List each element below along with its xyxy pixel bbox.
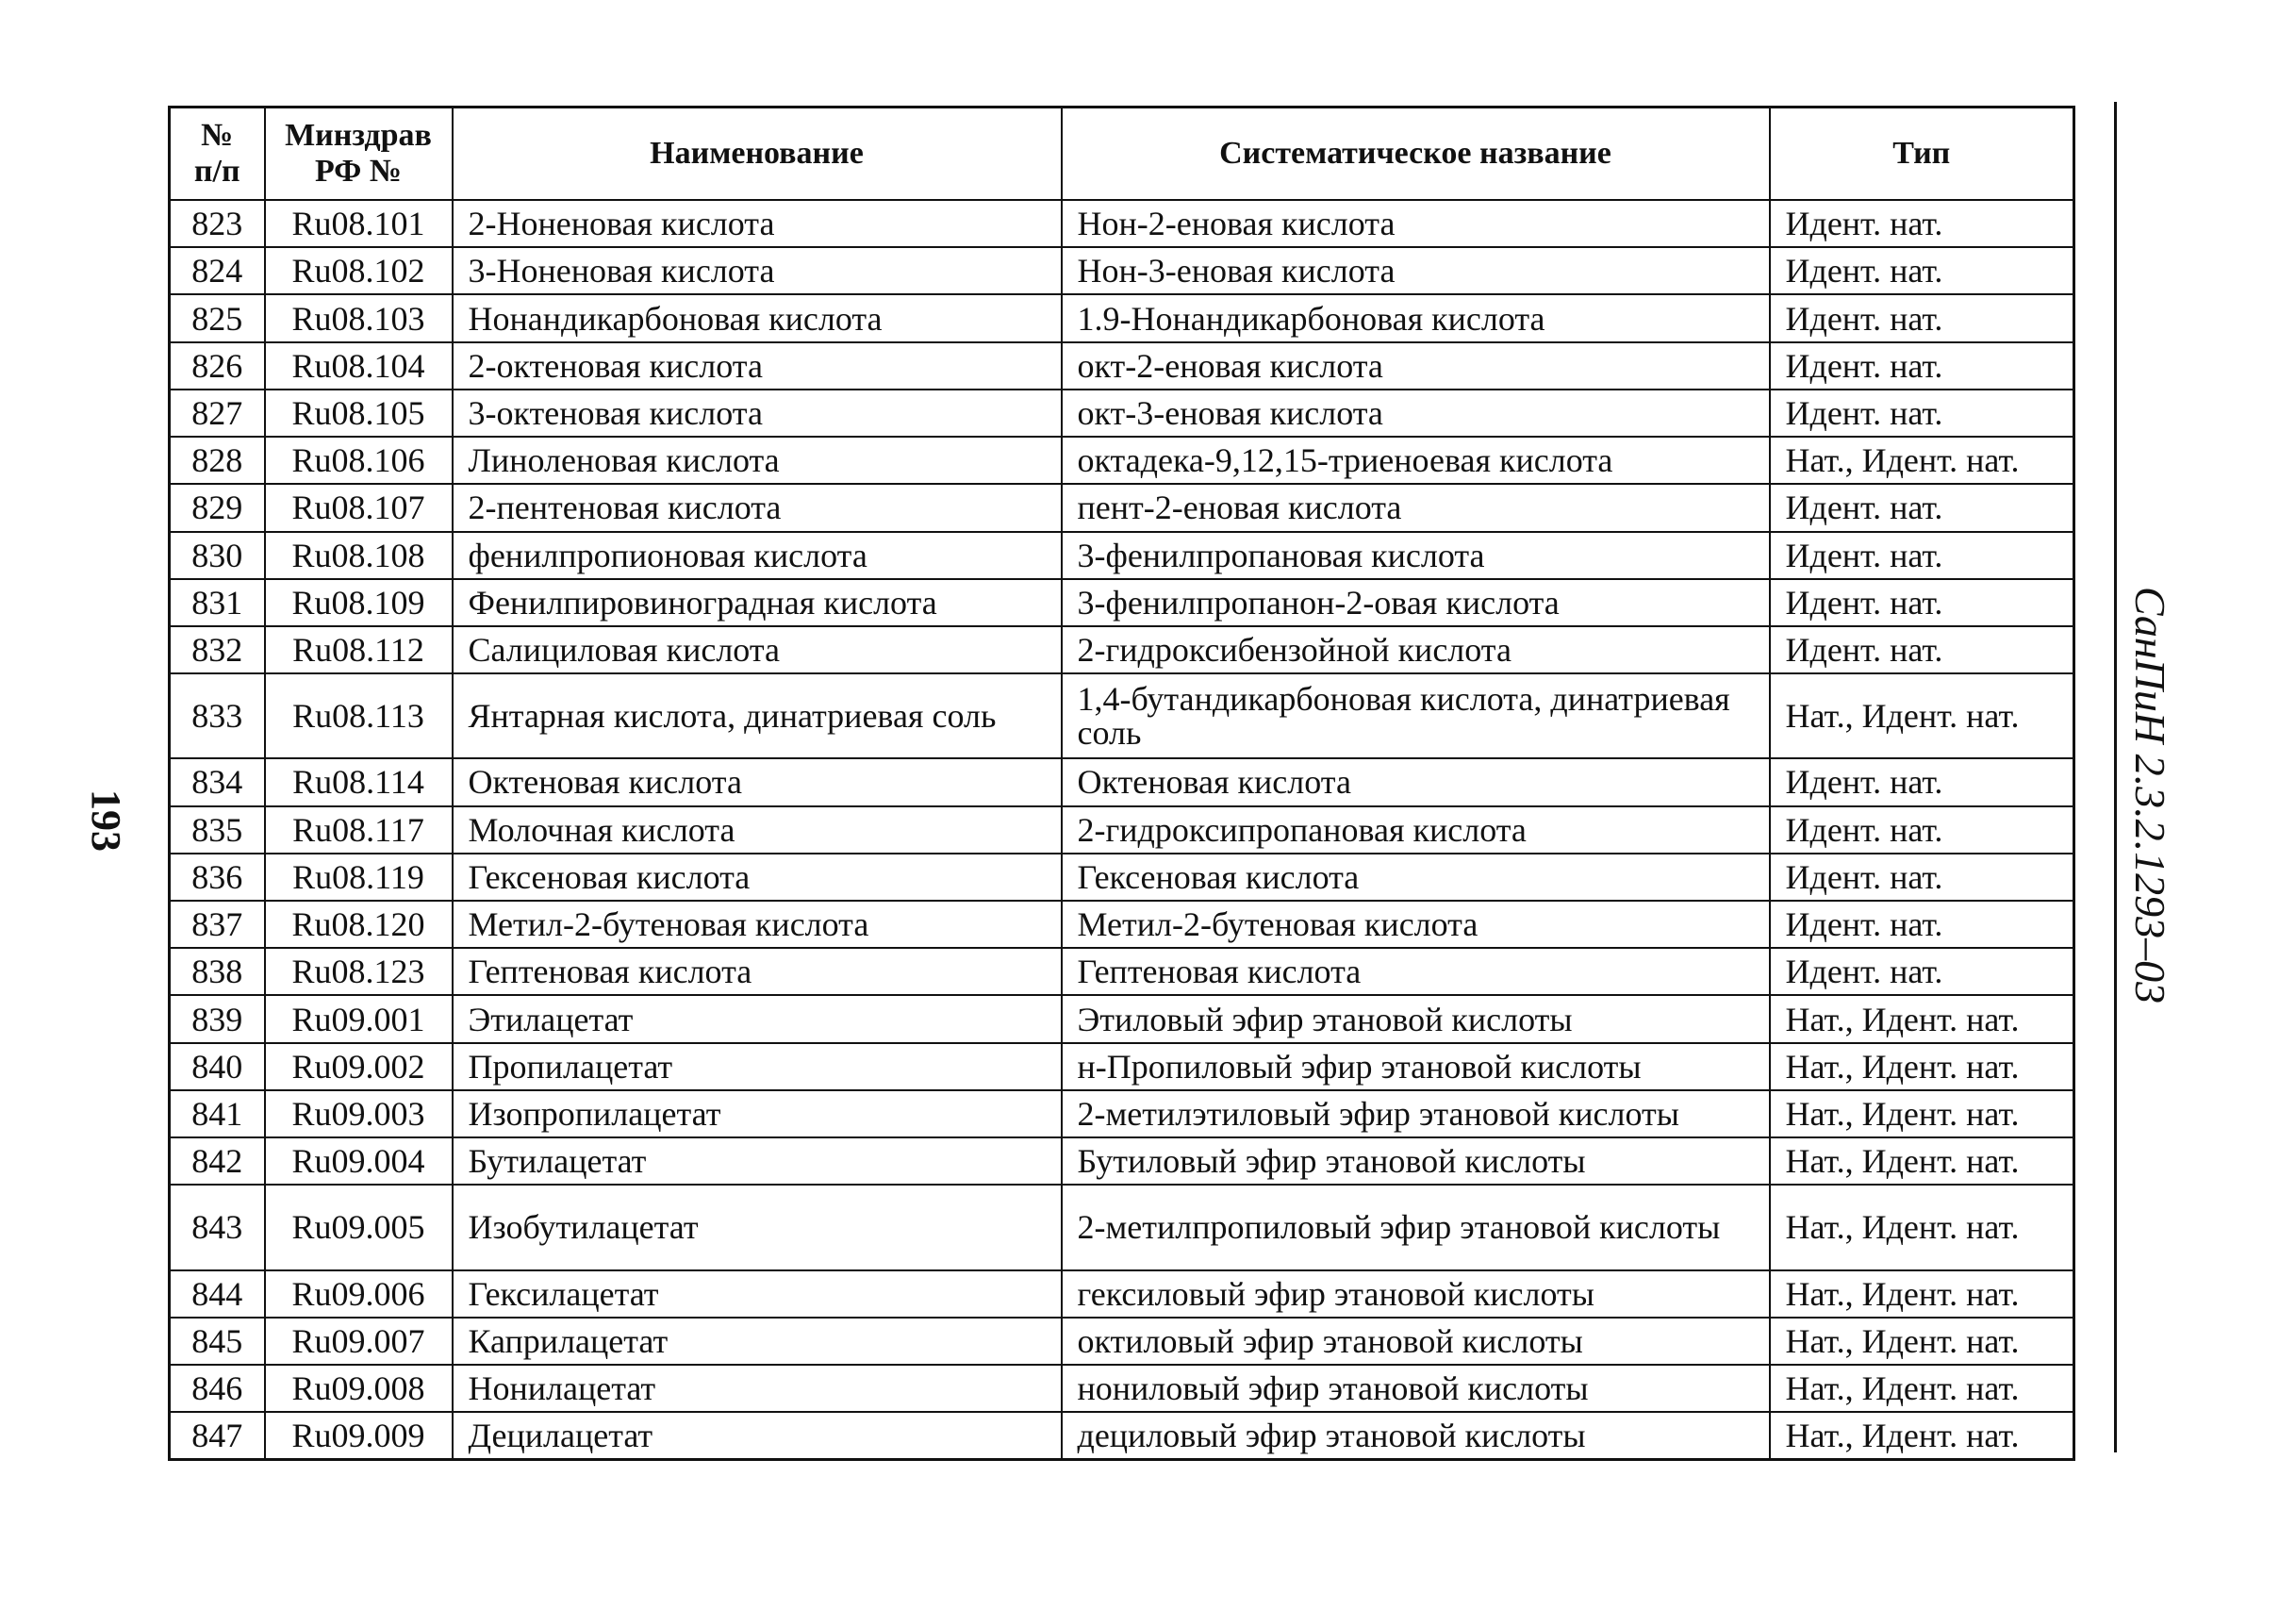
cell-name: Бутилацетат <box>453 1137 1062 1185</box>
cell-number: 844 <box>170 1270 265 1318</box>
cell-systematic-name: 2-метилпропиловый эфир этановой кислоты <box>1062 1185 1770 1269</box>
cell-type: Идент. нат. <box>1770 758 2074 805</box>
cell-systematic-name: Гептеновая кислота <box>1062 948 1770 995</box>
cell-name: Нонилацетат <box>453 1365 1062 1412</box>
cell-systematic-name: Октеновая кислота <box>1062 758 1770 805</box>
cell-type: Идент. нат. <box>1770 806 2074 854</box>
cell-registry-number: Ru08.107 <box>265 484 453 531</box>
cell-systematic-name: нониловый эфир этановой кислоты <box>1062 1365 1770 1412</box>
table-row <box>170 806 2074 854</box>
cell-name: Нонандикарбоновая кислота <box>453 294 1062 341</box>
cell-name: Каприлацетат <box>453 1318 1062 1365</box>
cell-systematic-name: Бутиловый эфир этановой кислоты <box>1062 1137 1770 1185</box>
substances-table <box>168 106 2075 1461</box>
table-row <box>170 948 2074 995</box>
cell-registry-number: Ru09.002 <box>265 1043 453 1090</box>
cell-number: 825 <box>170 294 265 341</box>
cell-type: Нат., Идент. нат. <box>1770 1043 2074 1090</box>
table-row <box>170 901 2074 948</box>
cell-registry-number: Ru08.113 <box>265 673 453 758</box>
header-number-line2: п/п <box>193 154 240 189</box>
cell-registry-number: Ru09.006 <box>265 1270 453 1318</box>
cell-name: 2-октеновая кислота <box>453 342 1062 390</box>
cell-systematic-name: октадека-9,12,15-триеноевая кислота <box>1062 437 1770 484</box>
cell-number: 839 <box>170 995 265 1042</box>
cell-registry-number: Ru08.120 <box>265 901 453 948</box>
cell-name: Гептеновая кислота <box>453 948 1062 995</box>
table-row <box>170 1318 2074 1365</box>
cell-type: Нат., Идент. нат. <box>1770 437 2074 484</box>
cell-number: 832 <box>170 626 265 673</box>
cell-type: Нат., Идент. нат. <box>1770 1365 2074 1412</box>
cell-systematic-name: 2-гидроксипропановая кислота <box>1062 806 1770 854</box>
cell-type: Идент. нат. <box>1770 484 2074 531</box>
table-body <box>170 200 2074 1460</box>
cell-name: Молочная кислота <box>453 806 1062 854</box>
cell-name: Изобутилацетат <box>453 1185 1062 1269</box>
header-registry-line1: Минздрав <box>285 117 432 153</box>
cell-name: Салициловая кислота <box>453 626 1062 673</box>
cell-registry-number: Ru08.105 <box>265 390 453 437</box>
cell-name: Янтарная кислота, динатриевая соль <box>453 673 1062 758</box>
table-row <box>170 579 2074 626</box>
cell-name: Гексилацетат <box>453 1270 1062 1318</box>
cell-number: 837 <box>170 901 265 948</box>
cell-name: Октеновая кислота <box>453 758 1062 805</box>
table-row <box>170 1043 2074 1090</box>
table-row <box>170 673 2074 758</box>
cell-number: 840 <box>170 1043 265 1090</box>
table-row <box>170 1270 2074 1318</box>
cell-name: 3-Ноненовая кислота <box>453 247 1062 294</box>
cell-registry-number: Ru09.008 <box>265 1365 453 1412</box>
cell-type: Идент. нат. <box>1770 948 2074 995</box>
table-row <box>170 484 2074 531</box>
cell-registry-number: Ru08.102 <box>265 247 453 294</box>
cell-systematic-name: 1.9-Нонандикарбоновая кислота <box>1062 294 1770 341</box>
cell-name: Метил-2-бутеновая кислота <box>453 901 1062 948</box>
cell-name: Изопропилацетат <box>453 1090 1062 1137</box>
cell-type: Идент. нат. <box>1770 390 2074 437</box>
cell-number: 838 <box>170 948 265 995</box>
cell-registry-number: Ru08.104 <box>265 342 453 390</box>
table-row <box>170 294 2074 341</box>
cell-registry-number: Ru08.106 <box>265 437 453 484</box>
page-number: 193 <box>83 789 129 852</box>
header-type: Тип <box>1770 108 2074 201</box>
header-number <box>170 108 265 201</box>
cell-registry-number: Ru08.103 <box>265 294 453 341</box>
cell-name: Фенилпировиноградная кислота <box>453 579 1062 626</box>
cell-registry-number: Ru09.004 <box>265 1137 453 1185</box>
document-code: СанПиН 2.3.2.1293–03 <box>2126 586 2174 1004</box>
cell-systematic-name: Нон-3-еновая кислота <box>1062 247 1770 294</box>
cell-type: Идент. нат. <box>1770 200 2074 247</box>
table-row <box>170 1365 2074 1412</box>
cell-systematic-name: пент-2-еновая кислота <box>1062 484 1770 531</box>
cell-systematic-name: 3-фенилпропановая кислота <box>1062 532 1770 579</box>
cell-number: 824 <box>170 247 265 294</box>
cell-systematic-name: 3-фенилпропанон-2-овая кислота <box>1062 579 1770 626</box>
cell-type: Нат., Идент. нат. <box>1770 1185 2074 1269</box>
header-name: Наименование <box>453 108 1062 201</box>
header-registry-line2: РФ № <box>314 154 403 189</box>
table-row <box>170 1412 2074 1459</box>
cell-type: Идент. нат. <box>1770 579 2074 626</box>
cell-systematic-name: окт-2-еновая кислота <box>1062 342 1770 390</box>
cell-number: 835 <box>170 806 265 854</box>
cell-number: 842 <box>170 1137 265 1185</box>
cell-name: Гексеновая кислота <box>453 854 1062 901</box>
cell-number: 836 <box>170 854 265 901</box>
cell-systematic-name: окт-3-еновая кислота <box>1062 390 1770 437</box>
table-header-row <box>170 108 2074 201</box>
cell-number: 833 <box>170 673 265 758</box>
cell-number: 828 <box>170 437 265 484</box>
table-row <box>170 532 2074 579</box>
cell-systematic-name: н-Пропиловый эфир этановой кислоты <box>1062 1043 1770 1090</box>
cell-type: Нат., Идент. нат. <box>1770 1137 2074 1185</box>
cell-name: Пропилацетат <box>453 1043 1062 1090</box>
cell-systematic-name: Нон-2-еновая кислота <box>1062 200 1770 247</box>
cell-systematic-name: гексиловый эфир этановой кислоты <box>1062 1270 1770 1318</box>
cell-type: Идент. нат. <box>1770 854 2074 901</box>
cell-systematic-name: Этиловый эфир этановой кислоты <box>1062 995 1770 1042</box>
cell-registry-number: Ru08.109 <box>265 579 453 626</box>
table-row <box>170 247 2074 294</box>
cell-registry-number: Ru08.114 <box>265 758 453 805</box>
cell-registry-number: Ru08.119 <box>265 854 453 901</box>
cell-number: 834 <box>170 758 265 805</box>
cell-type: Идент. нат. <box>1770 294 2074 341</box>
cell-number: 841 <box>170 1090 265 1137</box>
cell-number: 829 <box>170 484 265 531</box>
cell-name: 3-октеновая кислота <box>453 390 1062 437</box>
cell-registry-number: Ru08.117 <box>265 806 453 854</box>
cell-number: 823 <box>170 200 265 247</box>
table-row <box>170 437 2074 484</box>
cell-systematic-name: 2-метилэтиловый эфир этановой кислоты <box>1062 1090 1770 1137</box>
table-row <box>170 1090 2074 1137</box>
cell-number: 830 <box>170 532 265 579</box>
cell-type: Идент. нат. <box>1770 532 2074 579</box>
cell-number: 847 <box>170 1412 265 1459</box>
cell-name: 2-Ноненовая кислота <box>453 200 1062 247</box>
cell-name: Этилацетат <box>453 995 1062 1042</box>
cell-registry-number: Ru08.101 <box>265 200 453 247</box>
cell-type: Нат., Идент. нат. <box>1770 1270 2074 1318</box>
cell-number: 845 <box>170 1318 265 1365</box>
cell-type: Идент. нат. <box>1770 247 2074 294</box>
cell-registry-number: Ru09.007 <box>265 1318 453 1365</box>
cell-number: 846 <box>170 1365 265 1412</box>
cell-number: 843 <box>170 1185 265 1269</box>
cell-systematic-name: октиловый эфир этановой кислоты <box>1062 1318 1770 1365</box>
cell-type: Идент. нат. <box>1770 626 2074 673</box>
table-row <box>170 626 2074 673</box>
table-row <box>170 1137 2074 1185</box>
cell-registry-number: Ru09.003 <box>265 1090 453 1137</box>
cell-systematic-name: 1,4-бутандикарбоновая кислота, динатриевая соль <box>1062 673 1770 758</box>
cell-systematic-name: 2-гидроксибензойной кислота <box>1062 626 1770 673</box>
cell-name: фенилпропионовая кислота <box>453 532 1062 579</box>
cell-type: Нат., Идент. нат. <box>1770 995 2074 1042</box>
cell-name: Линоленовая кислота <box>453 437 1062 484</box>
cell-registry-number: Ru08.112 <box>265 626 453 673</box>
cell-registry-number: Ru08.123 <box>265 948 453 995</box>
header-systematic-name: Систематическое название <box>1062 108 1770 201</box>
table-row <box>170 995 2074 1042</box>
header-number-line1: № <box>201 117 234 153</box>
cell-name: Децилацетат <box>453 1412 1062 1459</box>
header-registry <box>265 108 453 201</box>
cell-registry-number: Ru08.108 <box>265 532 453 579</box>
cell-type: Нат., Идент. нат. <box>1770 1318 2074 1365</box>
table-row <box>170 342 2074 390</box>
table-row <box>170 1185 2074 1269</box>
cell-type: Идент. нат. <box>1770 342 2074 390</box>
cell-registry-number: Ru09.009 <box>265 1412 453 1459</box>
cell-type: Нат., Идент. нат. <box>1770 1412 2074 1459</box>
cell-number: 826 <box>170 342 265 390</box>
cell-systematic-name: Гексеновая кислота <box>1062 854 1770 901</box>
cell-number: 831 <box>170 579 265 626</box>
table-row <box>170 200 2074 247</box>
cell-type: Нат., Идент. нат. <box>1770 673 2074 758</box>
cell-type: Идент. нат. <box>1770 901 2074 948</box>
cell-name: 2-пентеновая кислота <box>453 484 1062 531</box>
cell-type: Нат., Идент. нат. <box>1770 1090 2074 1137</box>
cell-number: 827 <box>170 390 265 437</box>
cell-systematic-name: дециловый эфир этановой кислоты <box>1062 1412 1770 1459</box>
table-row <box>170 758 2074 805</box>
cell-systematic-name: Метил-2-бутеновая кислота <box>1062 901 1770 948</box>
table-row <box>170 854 2074 901</box>
cell-registry-number: Ru09.005 <box>265 1185 453 1269</box>
cell-registry-number: Ru09.001 <box>265 995 453 1042</box>
table-row <box>170 390 2074 437</box>
